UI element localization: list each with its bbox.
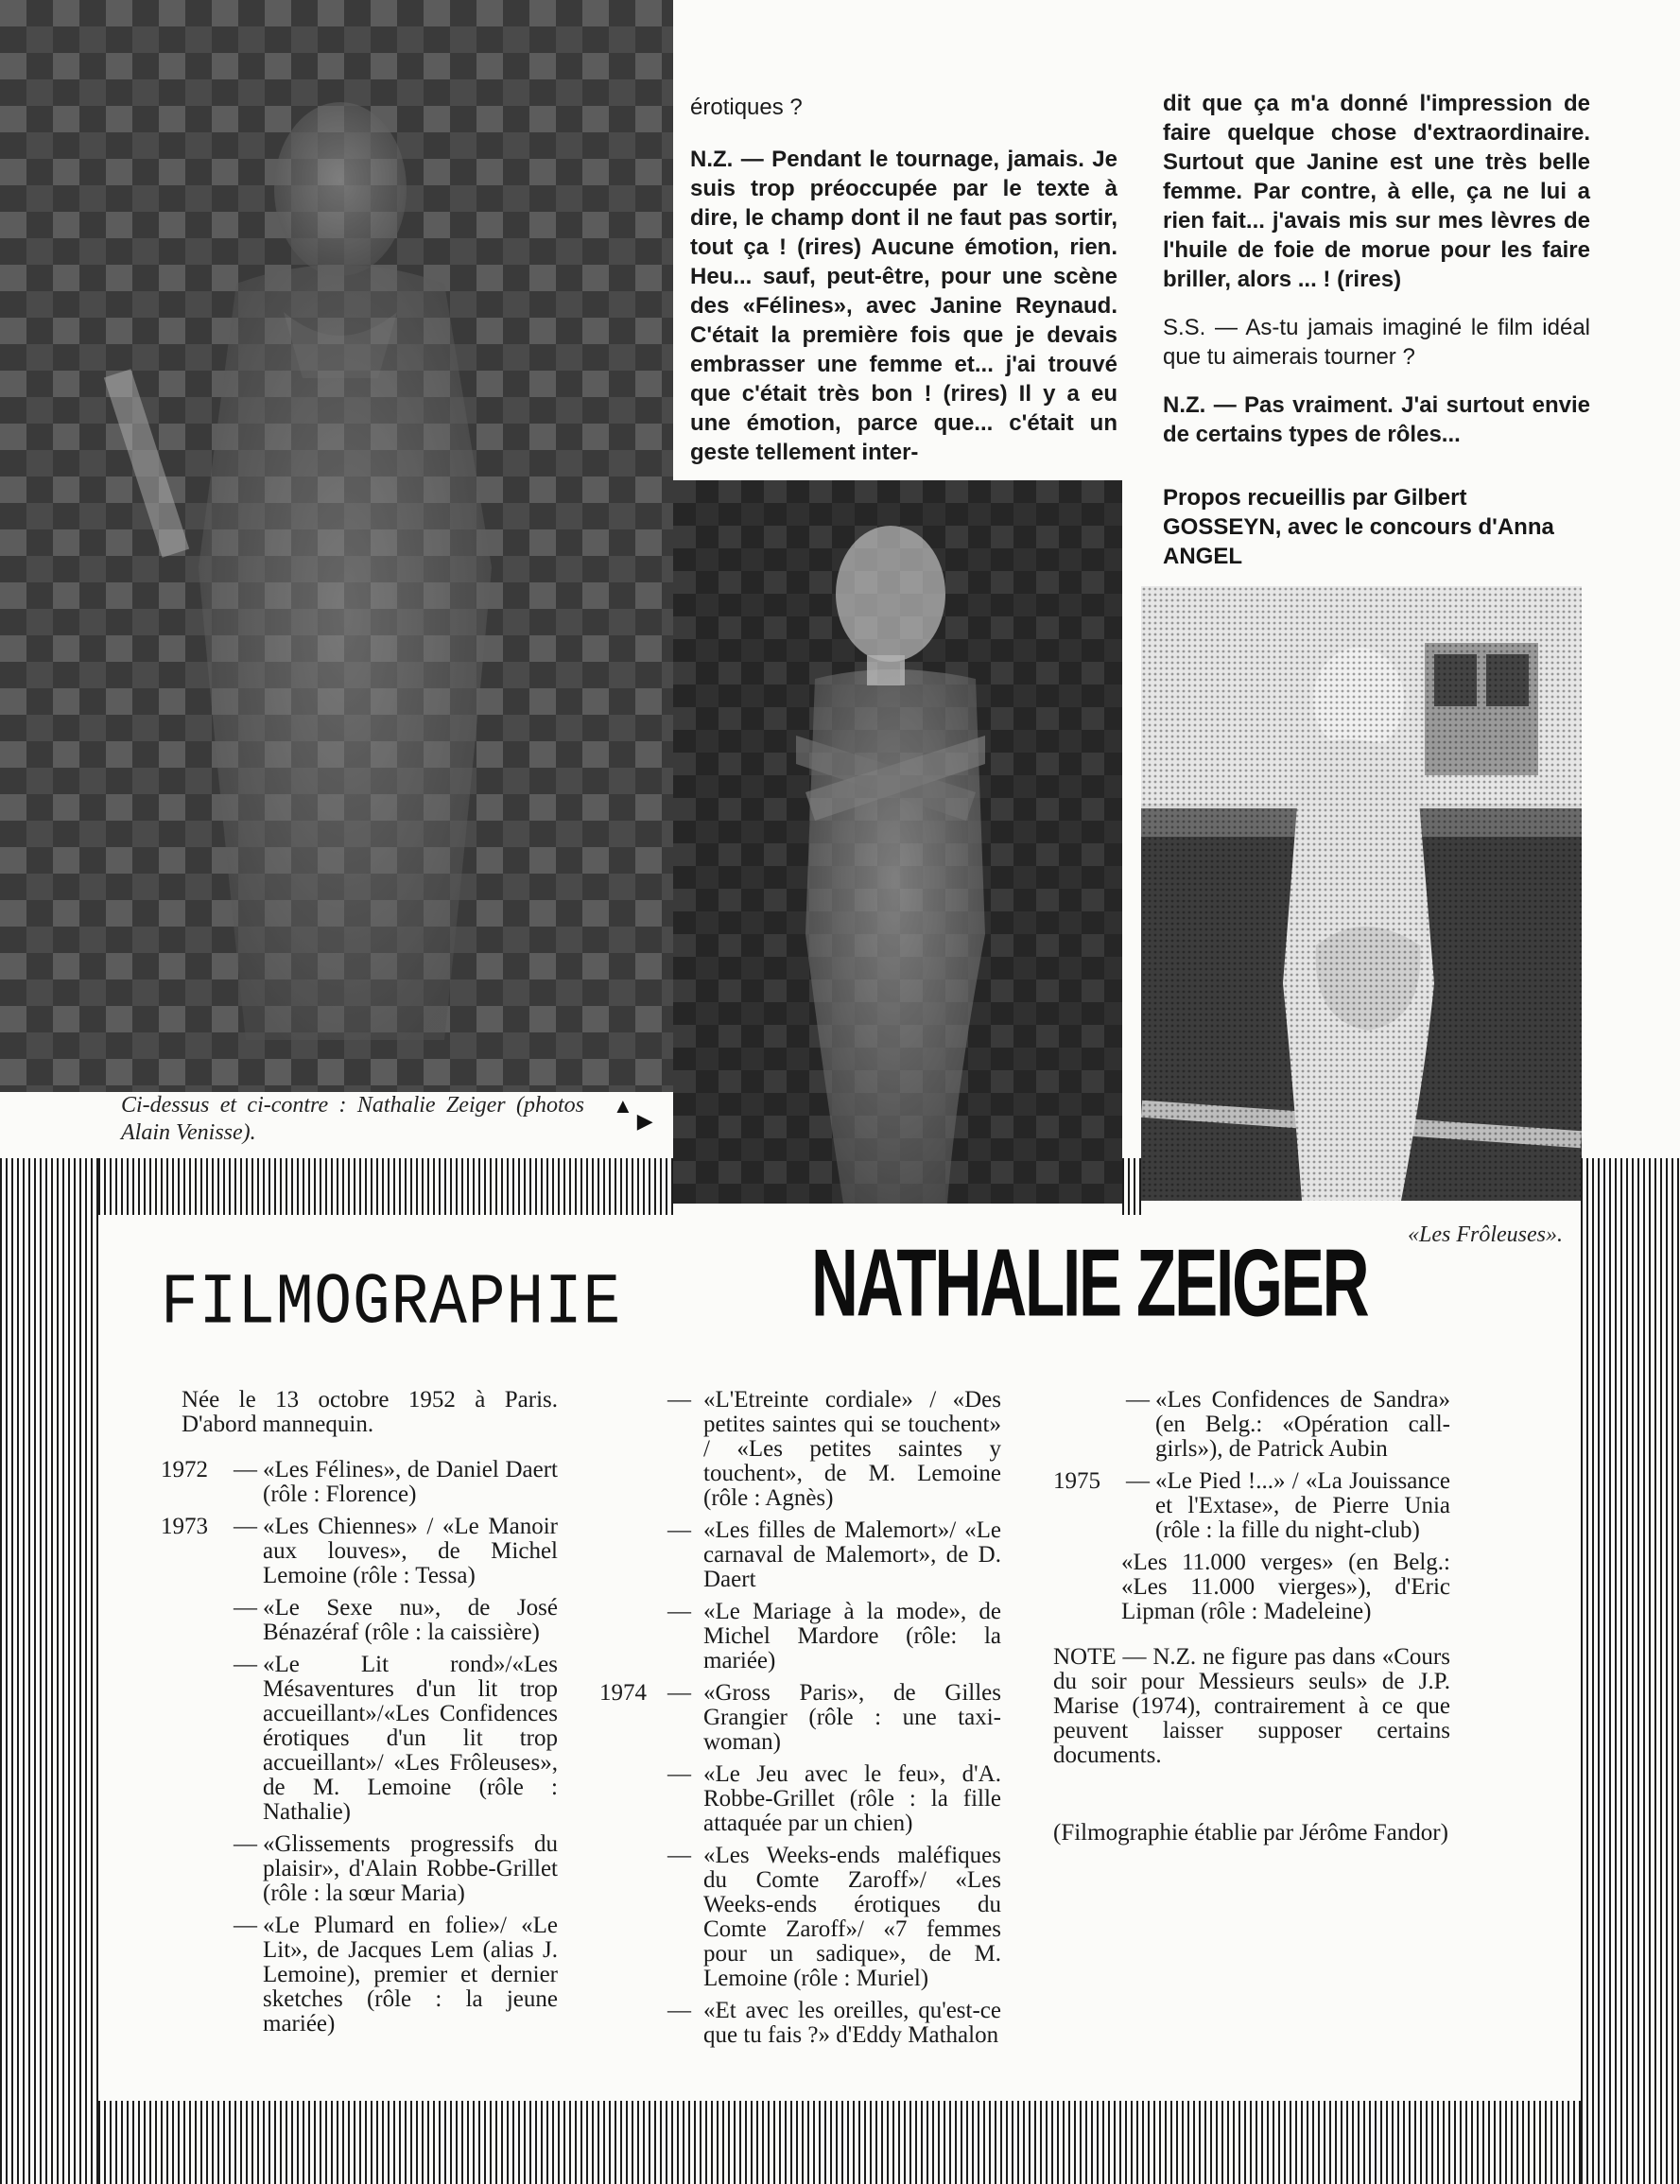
film-title: «Glissements progressifs du plaisir», d'Alain Robbe-Grillet (rôle : la sœur Maria) (263, 1831, 558, 1906)
filmography-entry (599, 1600, 1001, 1673)
filmography-entry (599, 1681, 1001, 1755)
film-title: «Les 11.000 verges» (en Belg.: «Les 11.000 vierges»), d'Eric Lipman (rôle : Madeleine) (1121, 1550, 1450, 1624)
entry-dash: — (234, 1831, 257, 1857)
filmography-entry (161, 1653, 558, 1825)
photo-nathalie-zeiger-left (0, 0, 673, 1092)
filmography-entry (161, 1515, 558, 1588)
entry-dash: — (667, 1998, 691, 2023)
film-title: «Les Weeks-ends maléfiques du Comte Zaroff»/ «Les Weeks-ends érotiques du Comte Zaroff»/ «7 femmes pour un sadique», de M. Lemoine (rôle : Muriel) (703, 1843, 1001, 1991)
interview-credit: Propos recueillis par Gilbert GOSSEYN, avec le concours d'Anna ANGEL (1163, 485, 1554, 569)
filmography-column-1 (161, 1388, 558, 2044)
filmography-entry (161, 1458, 558, 1507)
film-title: «Les filles de Malemort»/ «Le carnaval de Malemort», de D. Daert (703, 1517, 1001, 1592)
filmography-intro: Née le 13 octobre 1952 à Paris. D'abord mannequin. (182, 1387, 558, 1437)
entry-dash: — (667, 1387, 691, 1413)
interview-paragraph: érotiques ? (690, 95, 803, 120)
film-title: «Les Chiennes» / «Le Manoir aux louves», de Michel Lemoine (rôle : Tessa) (263, 1514, 558, 1588)
entry-dash: — (234, 1652, 257, 1677)
film-title: «Le Lit rond»/«Les Mésaventures d'un lit trop accueillant»/«Les Confidences érotiques d'un lit trop accueillant»/ «Les Frôleuses», de M. Lemoine (rôle : Nathalie) (263, 1652, 558, 1825)
filmography-credit: (Filmographie établie par Jérôme Fandor) (1053, 1820, 1448, 1846)
entry-dash: — (1126, 1468, 1150, 1494)
interview-column-middle (690, 93, 1117, 486)
stripe-border-left (0, 1158, 98, 2184)
caption-arrows (613, 1093, 653, 1135)
filmography-column-2 (599, 1388, 1001, 2055)
entry-dash: — (667, 1761, 691, 1787)
filmography-entry (1053, 1551, 1450, 1624)
entry-dash: — (234, 1457, 257, 1482)
film-year: 1974 (599, 1680, 647, 1706)
arrow-right-icon: ▶ (636, 1109, 653, 1133)
filmography-entry (161, 1832, 558, 1906)
film-year: 1975 (1053, 1468, 1100, 1494)
film-title: «Le Plumard en folie»/ «Le Lit», de Jacques Lem (alias J. Lemoine), premier et dernier sketches (rôle : la jeune mariée) (263, 1913, 558, 2037)
interview-column-right (1163, 93, 1590, 468)
film-title: «Les Confidences de Sandra» (en Belg.: «Opération call-girls»), de Patrick Aubin (1155, 1387, 1450, 1462)
film-title: «Gross Paris», de Gilles Grangier (rôle : une taxi-woman) (703, 1680, 1001, 1755)
entry-dash: — (667, 1599, 691, 1624)
film-title: «Le Sexe nu», de José Bénazéraf (rôle : la caissière) (263, 1595, 558, 1645)
actress-name-title: NATHALIE ZEIGER (811, 1230, 1368, 1337)
filmography-column-3 (1053, 1388, 1450, 1846)
film-title: «Le Jeu avec le feu», d'A. Robbe-Grillet (rôle : la fille attaquée par un chien) (703, 1761, 1001, 1836)
entry-dash: — (667, 1843, 691, 1868)
photo-nathalie-zeiger-middle (673, 480, 1122, 1204)
film-title: «Les Félines», de Daniel Daert (rôle : Florence) (263, 1457, 558, 1507)
film-title: «L'Etreinte cordiale» / «Des petites saintes qui se touchent» / «Les petites saintes y touchent», de M. Lemoine (rôle : Agnès) (703, 1387, 1001, 1511)
entry-dash: — (234, 1514, 257, 1539)
stripe-border-top-mid (1122, 1158, 1141, 1215)
photo-les-froleuses (1141, 586, 1582, 1201)
film-title: «Le Mariage à la mode», de Michel Mardore (rôle: la mariée) (703, 1599, 1001, 1673)
caption-les-froleuses: «Les Frôleuses». (1408, 1222, 1563, 1247)
filmography-entry (599, 1388, 1001, 1511)
interview-paragraph: dit que ça m'a donné l'impression de faire quelque chose d'extraordinaire. Surtout que Janine est une très belle femme. Par contre, à elle, ça ne lui a rien fait... j'avais mis sur mes lèvres de l'huile de foie de morue pour les faire briller, alors ... ! (rires) (1163, 91, 1590, 292)
film-title: «Le Pied !...» / «La Jouissance et l'Extase», de Pierre Unia (rôle : la fille du night-club) (1155, 1468, 1450, 1543)
film-year: 1972 (161, 1457, 208, 1482)
arrow-up-icon: ▲ (613, 1094, 633, 1118)
entry-dash: — (234, 1913, 257, 1938)
filmography-entry (1053, 1388, 1450, 1462)
filmography-entry (599, 1999, 1001, 2048)
entry-dash: — (667, 1517, 691, 1543)
filmography-entry (599, 1844, 1001, 1991)
entry-dash: — (1126, 1387, 1150, 1413)
entry-dash: — (667, 1680, 691, 1706)
film-title: «Et avec les oreilles, qu'est-ce que tu fais ?» d'Eddy Mathalon (703, 1998, 1001, 2048)
filmography-entry (1053, 1469, 1450, 1543)
photo-caption: Ci-dessus et ci-contre : Nathalie Zeiger (photos Alain Venisse). (121, 1093, 584, 1145)
filmography-entry (161, 1596, 558, 1645)
stripe-border-bottom (98, 2101, 1581, 2184)
stripe-border-top-left (98, 1158, 673, 1215)
filmography-note: NOTE — N.Z. ne figure pas dans «Cours du soir pour Messieurs seuls» de J.P. Marise (1974), contrairement à ce que peuvent laisser supposer certains documents. (1053, 1644, 1450, 1768)
filmography-entry (599, 1518, 1001, 1592)
filmography-entry (599, 1762, 1001, 1836)
stripe-border-right (1581, 1158, 1680, 2184)
interview-paragraph: N.Z. — Pendant le tournage, jamais. Je suis trop préoccupée par le texte à dire, le champ dont il ne faut pas sortir, tout ça ! (rires) Aucune émotion, rien. Heu... sauf, peut-être, pour une scène des «Félines», avec Janine Reynaud. C'était la première fois que je devais embrasser une femme et... j'ai trouvé que c'était très bon ! (rires) Il y a eu une émotion, parce que... c'était un geste tellement inter- (690, 147, 1117, 465)
interview-paragraph: S.S. — As-tu jamais imaginé le film idéal que tu aimerais tourner ? (1163, 315, 1590, 370)
film-year: 1973 (161, 1514, 208, 1539)
filmography-title: FILMOGRAPHIE (161, 1262, 622, 1344)
entry-dash: — (234, 1595, 257, 1621)
filmography-entry (161, 1914, 558, 2037)
interview-paragraph: N.Z. — Pas vraiment. J'ai surtout envie de certains types de rôles... (1163, 392, 1590, 447)
